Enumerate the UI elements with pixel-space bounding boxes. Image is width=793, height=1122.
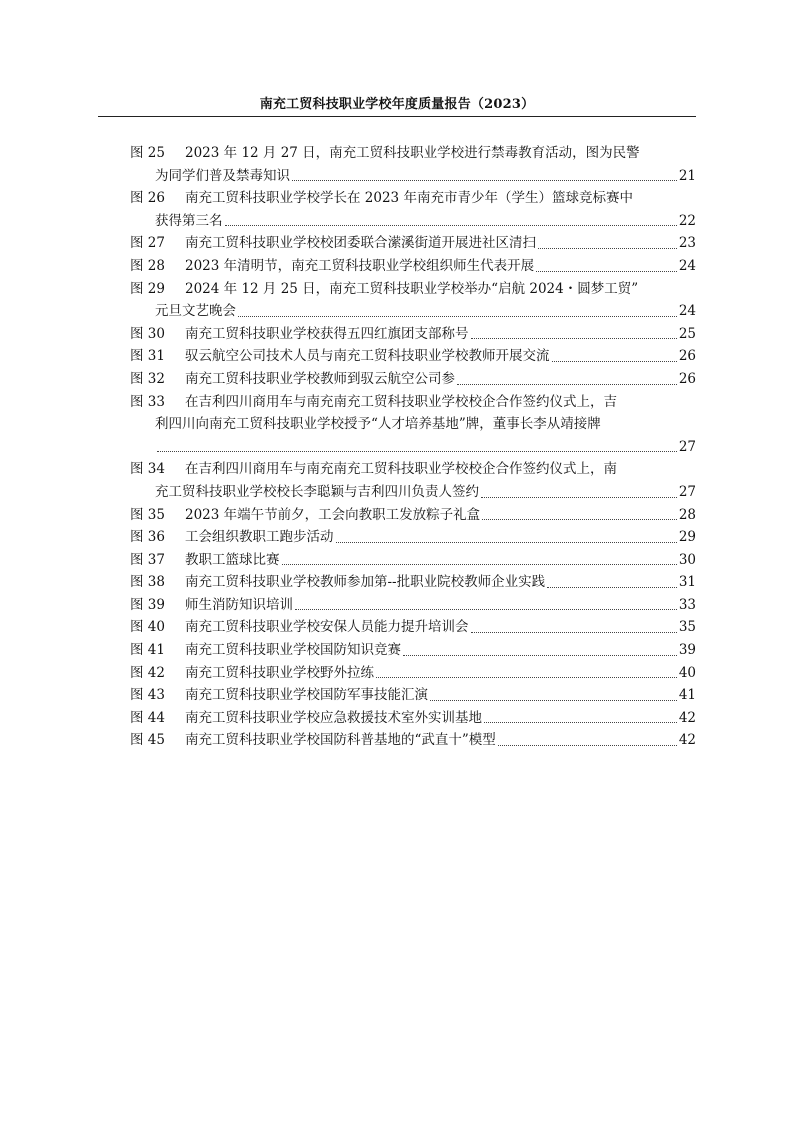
figure-number: 图 30	[130, 325, 165, 342]
dot-leader	[538, 248, 677, 249]
toc-entry[interactable]	[130, 616, 696, 639]
page-number: 42	[678, 709, 696, 726]
figure-number: 图 31	[130, 348, 165, 365]
figure-caption: 南充工贸科技职业学校获得五四红旗团支部称号	[185, 325, 469, 342]
toc-entry-line	[130, 255, 696, 278]
figure-caption: 南充工贸科技职业学校国防科普基地的“武直十”模型	[185, 732, 496, 749]
figure-number: 图 39	[130, 596, 165, 613]
toc-entry-line	[130, 278, 696, 301]
figure-number: 图 42	[130, 664, 165, 681]
page-number: 21	[678, 167, 696, 184]
figure-caption: 充工贸科技职业学校校长李聪颖与吉利四川负责人签约	[155, 483, 479, 500]
page-header-title: 南充工贸科技职业学校年度质量报告（2023）	[259, 97, 535, 112]
toc-entry[interactable]	[130, 662, 696, 685]
toc-entry[interactable]	[130, 707, 696, 730]
figure-caption: 南充工贸科技职业学校教师到驭云航空公司参	[185, 370, 455, 387]
toc-entry-line	[130, 707, 696, 730]
dot-leader	[336, 542, 677, 543]
toc-entry[interactable]	[130, 458, 696, 503]
figure-number: 图 26	[130, 190, 165, 207]
figure-number: 图 40	[130, 619, 165, 636]
toc-entry-line	[130, 436, 696, 459]
dot-leader	[471, 338, 677, 339]
toc-entry[interactable]	[130, 232, 696, 255]
toc-entry[interactable]	[130, 639, 696, 662]
toc-entry[interactable]	[130, 323, 696, 346]
figure-caption: 南充工贸科技职业学校学长在 2023 年南充市青少年（学生）篮球竞标赛中	[185, 190, 633, 207]
page-number: 28	[678, 506, 696, 523]
figure-caption: 南充工贸科技职业学校野外拉练	[185, 664, 374, 681]
dot-leader	[282, 564, 677, 565]
toc-entry-line	[130, 616, 696, 639]
page-number: 33	[678, 596, 696, 613]
figure-number: 图 45	[130, 732, 165, 749]
dot-leader	[547, 587, 677, 588]
figure-caption: 南充工贸科技职业学校应急救援技术室外实训基地	[185, 709, 482, 726]
toc-entry-line	[130, 729, 696, 752]
figure-caption: 获得第三名	[155, 212, 223, 229]
toc-entry-line	[130, 142, 696, 165]
toc-entry-line	[130, 549, 696, 572]
toc-entry[interactable]	[130, 187, 696, 232]
page-number: 30	[678, 551, 696, 568]
figure-caption: 在吉利四川商用车与南充南充工贸科技职业学校校企合作签约仪式上，南	[185, 461, 617, 478]
figure-number: 图 28	[130, 257, 165, 274]
toc-entry[interactable]	[130, 594, 696, 617]
header-divider	[98, 116, 696, 117]
toc-entry-line	[130, 210, 696, 233]
toc-entry-line	[130, 662, 696, 685]
figure-caption: 南充工贸科技职业学校国防军事技能汇演	[185, 687, 428, 704]
figure-caption: 南充工贸科技职业学校安保人员能力提升培训会	[185, 619, 469, 636]
toc-entry[interactable]	[130, 255, 696, 278]
dot-leader	[552, 361, 677, 362]
figure-number: 图 27	[130, 235, 165, 252]
dot-leader	[471, 632, 677, 633]
page-number: 24	[678, 303, 696, 320]
figure-caption: 南充工贸科技职业学校校团委联合潆溪街道开展进社区清扫	[185, 235, 536, 252]
page-number: 22	[678, 212, 696, 229]
toc-entry-line	[130, 345, 696, 368]
figure-number: 图 35	[130, 506, 165, 523]
toc-entry[interactable]	[130, 571, 696, 594]
figure-number: 图 44	[130, 709, 165, 726]
dot-leader	[498, 745, 677, 746]
figure-number: 图 36	[130, 529, 165, 546]
toc-entry[interactable]	[130, 368, 696, 391]
figure-caption: 南充工贸科技职业学校教师参加第--批职业院校教师企业实践	[185, 574, 546, 591]
figure-caption: 元旦文艺晚会	[155, 303, 236, 320]
figure-number: 图 37	[130, 551, 165, 568]
page-number: 23	[678, 235, 696, 252]
page-number: 27	[678, 438, 696, 455]
toc-entry[interactable]	[130, 504, 696, 527]
page-number: 31	[678, 574, 696, 591]
toc-entry-line	[130, 571, 696, 594]
toc-entry[interactable]	[130, 142, 696, 187]
toc-entry-line	[130, 165, 696, 188]
toc-entry-line	[130, 481, 696, 504]
toc-entry-line	[130, 323, 696, 346]
toc-entry-line	[130, 413, 696, 436]
figure-number: 图 33	[130, 393, 165, 410]
figure-number: 图 38	[130, 574, 165, 591]
page-number: 39	[678, 642, 696, 659]
page-number: 24	[678, 257, 696, 274]
toc-entry-line	[130, 368, 696, 391]
toc-entry-line	[130, 187, 696, 210]
figure-number: 图 32	[130, 370, 165, 387]
toc-entry[interactable]	[130, 526, 696, 549]
figure-number: 图 29	[130, 280, 165, 297]
figure-caption: 驭云航空公司技术人员与南充工贸科技职业学校教师开展交流	[185, 348, 550, 365]
figure-caption: 南充工贸科技职业学校国防知识竞赛	[185, 642, 401, 659]
dot-leader	[157, 451, 677, 452]
figure-caption: 2024 年 12 月 25 日，南充工贸科技职业学校举办“启航 2024・圆梦工贸”	[185, 280, 639, 297]
figure-caption: 在吉利四川商用车与南充南充工贸科技职业学校校企合作签约仪式上，吉	[185, 393, 617, 410]
toc-entry-line	[130, 232, 696, 255]
figure-number: 图 43	[130, 687, 165, 704]
toc-entry[interactable]	[130, 278, 696, 323]
toc-entry-line	[130, 684, 696, 707]
figure-caption: 2023 年 12 月 27 日，南充工贸科技职业学校进行禁毒教育活动，图为民警	[185, 145, 640, 161]
dot-leader	[376, 677, 677, 678]
dot-leader	[482, 519, 677, 520]
toc-entry-line	[130, 504, 696, 527]
toc-entry-line	[130, 391, 696, 414]
toc-entry-line	[130, 300, 696, 323]
figure-number: 图 34	[130, 461, 165, 478]
figure-number: 图 41	[130, 642, 165, 659]
figure-caption: 利四川向南充工贸科技职业学校授予“人才培养基地”牌，董事长李从靖接牌	[155, 416, 601, 433]
dot-leader	[430, 700, 677, 701]
dot-leader	[536, 271, 677, 272]
dot-leader	[292, 180, 677, 181]
dot-leader	[481, 497, 677, 498]
dot-leader	[484, 722, 677, 723]
toc-entry[interactable]	[130, 729, 696, 752]
figure-list	[130, 142, 696, 752]
toc-entry[interactable]	[130, 549, 696, 572]
dot-leader	[225, 225, 677, 226]
toc-entry-line	[130, 639, 696, 662]
page-number: 42	[678, 732, 696, 749]
figure-caption: 教职工篮球比赛	[185, 551, 280, 568]
dot-leader	[238, 316, 677, 317]
figure-number: 图 25	[130, 145, 165, 161]
figure-caption: 2023 年端午节前夕，工会向教职工发放粽子礼盒	[185, 506, 481, 523]
dot-leader	[403, 655, 677, 656]
toc-entry-line	[130, 526, 696, 549]
figure-caption: 工会组织教职工跑步活动	[185, 529, 334, 546]
page-number: 26	[678, 348, 696, 365]
page-number: 41	[678, 687, 696, 704]
figure-caption: 师生消防知识培训	[185, 596, 293, 613]
page-number: 25	[678, 325, 696, 342]
page-number: 35	[678, 619, 696, 636]
page-number: 29	[678, 529, 696, 546]
page-number: 40	[678, 664, 696, 681]
toc-entry-line	[130, 594, 696, 617]
figure-caption: 2023 年清明节，南充工贸科技职业学校组织师生代表开展	[185, 257, 535, 274]
dot-leader	[457, 384, 677, 385]
page-number: 26	[678, 370, 696, 387]
dot-leader	[295, 609, 677, 610]
toc-entry-line	[130, 458, 696, 481]
toc-entry[interactable]	[130, 391, 696, 459]
page-number: 27	[678, 483, 696, 500]
toc-entry[interactable]	[130, 345, 696, 368]
toc-entry[interactable]	[130, 684, 696, 707]
figure-caption: 为同学们普及禁毒知识	[155, 167, 290, 184]
